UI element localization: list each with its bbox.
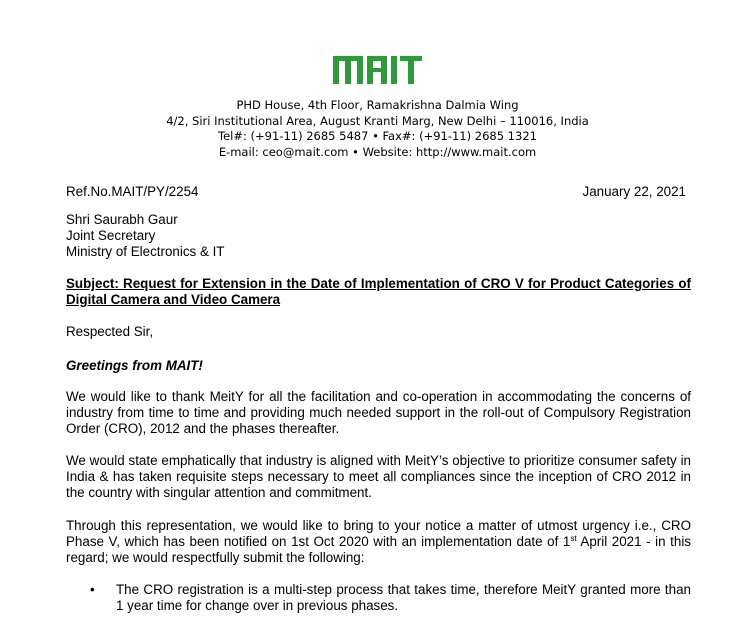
recipient-title: Joint Secretary bbox=[66, 228, 156, 243]
phone-fax-line: Tel#: (+91-11) 2685 5487 • Fax#: (+91-11) 2685 1321 bbox=[218, 129, 537, 143]
letterhead-address-block bbox=[0, 98, 755, 160]
paragraph-2: We would state emphatically that industry is aligned with MeitY’s objective to prioritize consumer safety in India & has taken requisite steps necessary to meet all compliances since the inception of CRO 2012 in the country with singular attention and commitment. bbox=[66, 453, 691, 500]
recipient-block bbox=[66, 212, 225, 260]
mait-logo-graphic bbox=[332, 50, 424, 88]
recipient-name: Shri Saurabh Gaur bbox=[66, 212, 178, 227]
address-line-2: 4/2, Siri Institutional Area, August Kranti Marg, New Delhi – 110016, India bbox=[166, 113, 589, 128]
salutation: Respected Sir, bbox=[66, 324, 154, 339]
bullet-item-1: The CRO registration is a multi-step process that takes time, therefore MeitY granted more than 1 year time for change over in previous phases. bbox=[116, 582, 691, 613]
reference-number: Ref.No.MAIT/PY/2254 bbox=[66, 184, 199, 199]
address-line-1: PHD House, 4th Floor, Ramakrishna Dalmia Wing bbox=[236, 98, 519, 112]
paragraph-1: We would like to thank MeitY for all the facilitation and co-operation in accommodating the concerns of industry from time to time and providing much needed support in the roll-out of Compulsory Registration Order (CRO), 2012 and the phases thereafter. bbox=[66, 389, 691, 436]
email-website-line: E-mail: ceo@mait.com • Website: http://www.mait.com bbox=[218, 144, 537, 159]
letter-date: January 22, 2021 bbox=[582, 184, 686, 199]
greeting: Greetings from MAIT! bbox=[66, 358, 203, 373]
mait-logo bbox=[0, 50, 755, 93]
paragraph-3-part-b: April 2021 - in this regard; we would respectfully submit the following: bbox=[66, 534, 691, 565]
paragraph-3-part-a: Through this representation, we would like to bring to your notice a matter of utmost urgency i.e., CRO Phase V, which has been notified on 1st Oct 2020 with an implementation date of 1 bbox=[66, 518, 691, 549]
paragraph-3 bbox=[66, 518, 691, 566]
bullet-marker: • bbox=[90, 582, 95, 597]
subject-line: Subject: Request for Extension in the Date of Implementation of CRO V for Product Categories of Digital Camera and Video Camera bbox=[66, 276, 691, 307]
recipient-organization: Ministry of Electronics & IT bbox=[66, 244, 225, 259]
paragraph-3-superscript: st bbox=[570, 534, 577, 543]
